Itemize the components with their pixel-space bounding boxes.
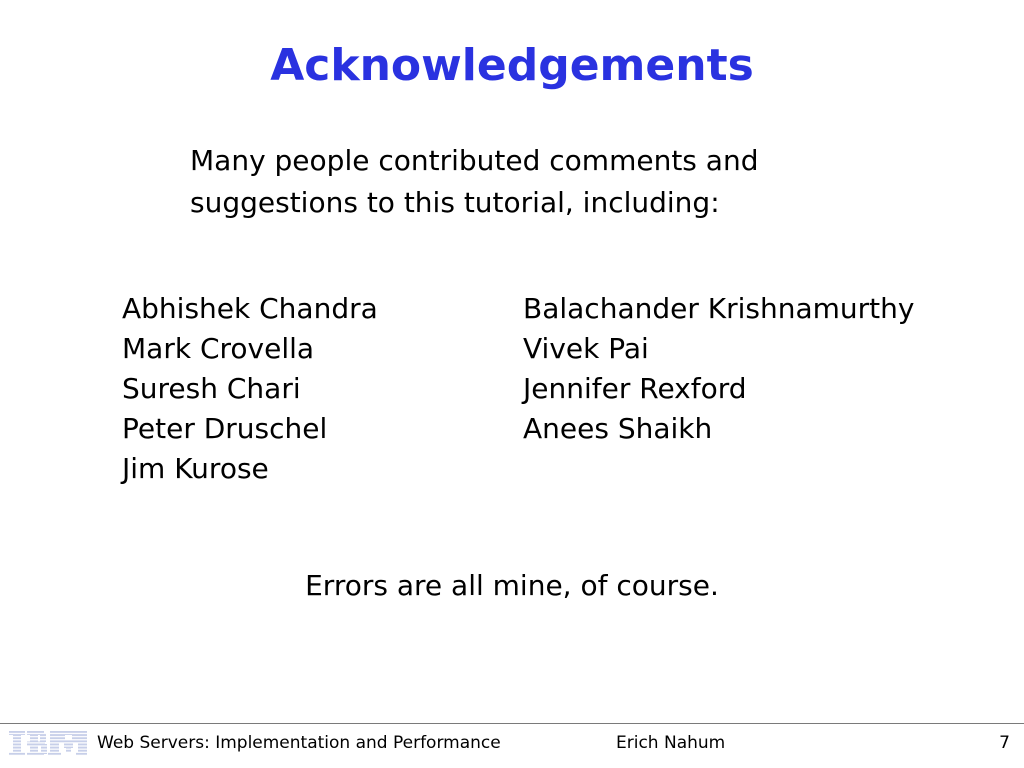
contributors-left-column: [122, 289, 378, 489]
closing-remark: Errors are all mine, of course.: [305, 569, 719, 602]
contributor-name: Peter Druschel: [122, 412, 328, 445]
footer-author: Erich Nahum: [616, 733, 726, 753]
page-number: 7: [999, 733, 1010, 753]
slide-title: Acknowledgements: [270, 40, 754, 91]
contributor-name: Anees Shaikh: [523, 412, 713, 445]
slide-footer: [0, 728, 1024, 758]
contributor-name: Jennifer Rexford: [523, 372, 747, 405]
contributor-name: Abhishek Chandra: [122, 292, 378, 325]
contributor-name: Vivek Pai: [523, 332, 649, 365]
footer-divider: [0, 723, 1024, 724]
contributor-name: Jim Kurose: [122, 452, 269, 485]
footer-course-title: Web Servers: Implementation and Performance: [97, 733, 501, 753]
contributor-name: Suresh Chari: [122, 372, 301, 405]
contributor-name: Mark Crovella: [122, 332, 315, 365]
contributors-right-column: [523, 289, 914, 449]
intro-paragraph: [190, 140, 890, 224]
intro-line-2: suggestions to this tutorial, including:: [190, 186, 720, 219]
contributor-name: Balachander Krishnamurthy: [523, 292, 915, 325]
ibm-logo-icon: [9, 731, 87, 756]
intro-line-1: Many people contributed comments and: [190, 144, 759, 177]
